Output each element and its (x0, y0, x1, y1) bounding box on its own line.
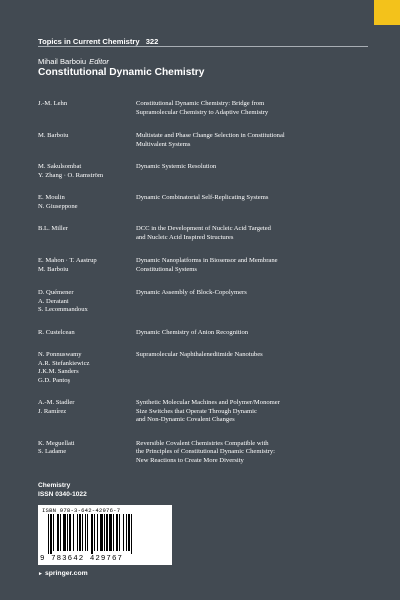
chapter-title (136, 399, 368, 425)
chapter-entry (38, 399, 368, 425)
chapter-title (136, 163, 368, 180)
chapter-title-line: Dynamic Assembly of Block-Copolymers (136, 289, 247, 296)
header-divider (38, 46, 368, 47)
chapter-authors (38, 351, 136, 385)
chapter-title (136, 225, 368, 242)
isbn-text: ISBN 978-3-642-42976-7 (42, 507, 121, 514)
author-name: A.-M. Stadler (38, 399, 75, 406)
barcode-bar (50, 514, 52, 554)
arrow-icon: ► (38, 570, 43, 577)
ean-digits: 9 783642 429767 (40, 555, 124, 563)
chapter-title (136, 194, 368, 211)
isbn-barcode (38, 505, 172, 565)
barcode-bar (94, 514, 95, 551)
chapter-entry (38, 163, 368, 180)
book-title: Constitutional Dynamic Chemistry (38, 67, 205, 78)
chapter-title-line: and Non-Dynamic Covalent Changes (136, 416, 235, 423)
chapter-title-line: Supramolecular Chemistry to Adaptive Chemistry (136, 108, 269, 116)
author-name: J.K.M. Sanders (38, 368, 79, 375)
chapter-entry (38, 132, 368, 149)
chapter-title-line: the Principles of Constitutional Dynamic Chemistry: (136, 448, 276, 455)
chapter-title (136, 329, 368, 338)
barcode-bar (91, 514, 93, 554)
chapter-entry (38, 194, 368, 211)
barcode-bar (106, 514, 108, 551)
chapter-title-line: Synthetic Molecular Machines and Polymer/Monomer (136, 399, 280, 406)
author-name: D. Quémener (38, 289, 74, 296)
chapter-title-line: New Reactions to Create More Diversity (136, 456, 244, 464)
chapter-entry (38, 440, 368, 466)
chapter-entry (38, 225, 368, 242)
chapter-entry (38, 289, 368, 315)
chapter-authors (38, 289, 136, 315)
accent-stripe (374, 0, 400, 25)
barcode-bar (116, 514, 118, 551)
barcode-bar (97, 514, 98, 551)
chapter-authors (38, 163, 136, 180)
author-name: R. Custelcean (38, 328, 75, 336)
chapter-title (136, 440, 368, 466)
chapter-title-line: Constitutional Dynamic Chemistry: Bridge from (136, 100, 265, 107)
barcode-bar (82, 514, 83, 551)
author-name: E. Mahon · T. Aastrup (38, 257, 97, 264)
barcode-bar (53, 514, 54, 551)
footer-info (38, 481, 87, 499)
chapter-entry (38, 257, 368, 274)
chapter-entry (38, 329, 368, 338)
barcode-bar (104, 514, 105, 551)
chapter-authors (38, 225, 136, 242)
subject-label: Chemistry (38, 482, 71, 489)
chapter-title-line: Constitutional Systems (136, 265, 197, 273)
chapter-title-line: Multivalent Systems (136, 140, 191, 148)
barcode-bar (131, 514, 132, 554)
chapter-entry (38, 100, 368, 117)
editor-role: Editor (89, 57, 109, 66)
author-name: N. Ponnuswamy (38, 351, 82, 358)
author-name: J.-M. Lehn (38, 100, 68, 107)
chapter-authors (38, 399, 136, 425)
editor-name: Mihail Barboiu (38, 57, 87, 66)
barcode-bar (69, 514, 71, 551)
barcode-bar (128, 514, 130, 551)
chapter-title-line: and Nucleic Acid Inspired Structures (136, 233, 234, 241)
barcode-bar (60, 514, 61, 551)
barcode-bar (85, 514, 86, 551)
author-name: G.D. Pantoş (38, 376, 71, 384)
author-name: M. Barboiu (38, 132, 69, 139)
series-name: Topics in Current Chemistry (38, 37, 140, 46)
issn-label: ISSN 0340-1022 (38, 491, 87, 498)
publisher-link[interactable] (38, 570, 88, 577)
chapter-list (38, 100, 368, 477)
barcode-bars (48, 514, 162, 554)
chapter-authors (38, 329, 136, 338)
author-name: S. Lecommandoux (38, 306, 88, 313)
author-name: E. Moulin (38, 194, 65, 201)
author-name: A. Deratani (38, 297, 69, 305)
chapter-title (136, 351, 368, 385)
author-name: S. Ladame (38, 448, 67, 455)
series-line (38, 37, 158, 46)
author-name: Y. Zhang · O. Ramström (38, 171, 104, 179)
chapter-title (136, 100, 368, 117)
chapter-title-line: Dynamic Nanoplatforms in Biosensor and Membrane (136, 257, 278, 264)
barcode-bar (77, 514, 78, 551)
chapter-authors (38, 194, 136, 211)
barcode-bar (126, 514, 127, 551)
chapter-title (136, 289, 368, 315)
author-name: J. Ramírez (38, 407, 67, 415)
chapter-title-line: DCC in the Development of Nucleic Acid Targeted (136, 225, 271, 232)
editor-line (38, 57, 109, 66)
chapter-title-line: Size Switches that Operate Through Dynamic (136, 407, 257, 415)
barcode-bar (73, 514, 74, 551)
author-name: M. Sakulsombat (38, 163, 82, 170)
chapter-title-line: Supramolecular Naphthalenediimide Nanotubes (136, 351, 263, 358)
series-volume: 322 (145, 37, 159, 46)
barcode-bar (119, 514, 120, 551)
barcode-bar (113, 514, 114, 551)
author-name: K. Meguellati (38, 439, 75, 447)
chapter-authors (38, 100, 136, 117)
barcode-bar (87, 514, 88, 551)
publisher-name: springer.com (44, 570, 88, 577)
barcode-bar (79, 514, 81, 551)
barcode-bar (109, 514, 112, 551)
chapter-entry (38, 351, 368, 385)
chapter-title-line: Dynamic Systemic Resolution (136, 163, 217, 170)
barcode-bar (63, 514, 66, 551)
chapter-title-line: Dynamic Chemistry of Anion Recognition (136, 328, 249, 336)
barcode-bar (57, 514, 59, 551)
chapter-title (136, 132, 368, 149)
chapter-title-line: Reversible Covalent Chemistries Compatible with (136, 439, 269, 447)
author-name: N. Giuseppone (38, 202, 78, 210)
barcode-bar (67, 514, 68, 551)
author-name: M. Barboiu (38, 265, 69, 273)
chapter-authors (38, 440, 136, 466)
chapter-authors (38, 132, 136, 149)
chapter-authors (38, 257, 136, 274)
barcode-bar (48, 514, 49, 554)
chapter-title-line: Dynamic Combinatorial Self-Replicating Systems (136, 194, 269, 201)
author-name: A.R. Stefankiewicz (38, 359, 90, 367)
chapter-title-line: Multistate and Phase Change Selection in Constitutional (136, 132, 285, 139)
barcode-bar (100, 514, 103, 551)
chapter-title (136, 257, 368, 274)
barcode-bar (123, 514, 124, 551)
author-name: B.L. Miller (38, 225, 68, 232)
